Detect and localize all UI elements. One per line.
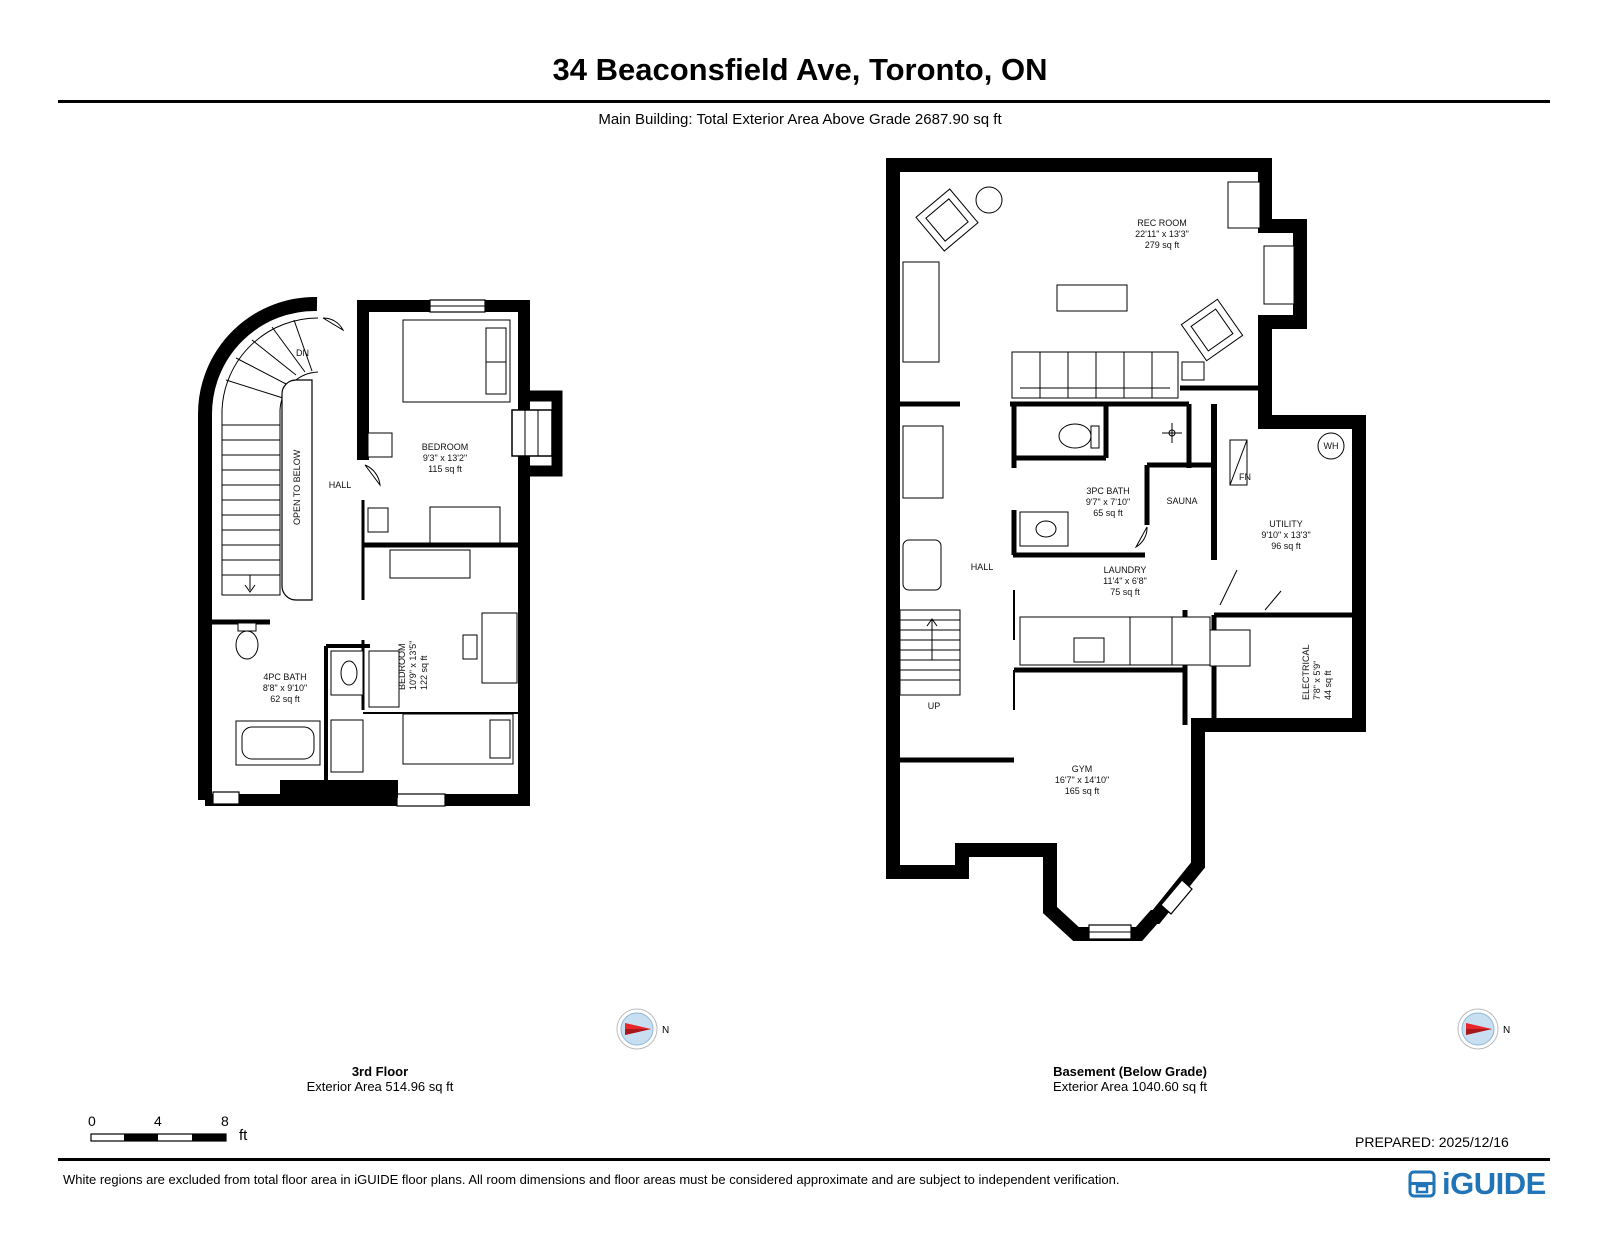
coffee-table — [1057, 285, 1127, 311]
bedroom-2-name: BEDROOM — [397, 643, 407, 690]
bath-area: 62 sq ft — [270, 694, 300, 704]
utility-area: 96 sq ft — [1271, 541, 1301, 551]
stairs — [900, 610, 960, 695]
dryer — [1172, 617, 1210, 665]
bath-name: 4PC BATH — [263, 672, 307, 682]
scale-unit: ft — [239, 1127, 248, 1144]
floor-name: Basement (Below Grade) — [1053, 1064, 1207, 1079]
desk — [482, 613, 517, 683]
bath-dims: 8'8" x 9'10" — [262, 683, 308, 693]
iguide-logo-icon — [1408, 1170, 1436, 1198]
laundry-area: 75 sq ft — [1110, 587, 1140, 597]
compass-icon — [1457, 1006, 1517, 1052]
bedroom-name: BEDROOM — [421, 442, 469, 452]
panel — [1210, 630, 1250, 666]
disclaimer-text: White regions are excluded from total floor area in iGUIDE floor plans. All room dimensions and floor areas must be considered approximate and are subject to independent verification. — [63, 1172, 1120, 1187]
armchair — [916, 189, 978, 251]
water-heater-label: WH — [1323, 441, 1339, 451]
scale-tick-4: 4 — [154, 1113, 162, 1129]
round-table — [976, 187, 1002, 213]
floor-area: Exterior Area 514.96 sq ft — [306, 1079, 454, 1094]
open-to-below-label: OPEN TO BELOW — [292, 449, 302, 525]
window — [213, 792, 239, 804]
3pc-bath-dims: 9'7" x 7'10" — [1085, 497, 1131, 507]
north-label: N — [662, 1025, 670, 1036]
rec-room-area: 279 sq ft — [1144, 240, 1180, 250]
gym-name: GYM — [1071, 764, 1093, 774]
scale-tick-0: 0 — [88, 1113, 96, 1129]
furnace-label: FN — [1239, 472, 1251, 482]
wall-block — [280, 780, 398, 798]
floor-area: Exterior Area 1040.60 sq ft — [1053, 1079, 1207, 1094]
iguide-logo — [1408, 1164, 1546, 1204]
dresser — [390, 550, 470, 578]
compass-icon — [616, 1006, 676, 1052]
sink — [1036, 521, 1056, 537]
electrical-name: ELECTRICAL — [1301, 644, 1311, 700]
closet — [369, 651, 399, 707]
laundry-dims: 11'4" x 6'8" — [1103, 576, 1147, 586]
chair — [463, 635, 477, 659]
dresser — [430, 507, 500, 543]
side-table — [368, 508, 388, 532]
bedroom-2-dims: 10'9" x 13'5" — [408, 640, 418, 690]
hall-label: HALL — [970, 562, 994, 572]
floor-name: 3rd Floor — [351, 1064, 409, 1079]
armchair — [1181, 299, 1242, 360]
bedroom-area: 115 sq ft — [428, 464, 462, 474]
cabinet — [1264, 246, 1294, 304]
cabinet — [903, 426, 943, 498]
shower-head — [1162, 423, 1182, 443]
door-swing — [1136, 527, 1147, 547]
stair-direction-label: UP — [927, 701, 941, 711]
nightstand — [368, 433, 392, 457]
door-swing — [1265, 591, 1281, 610]
bed — [403, 320, 510, 402]
side-table — [1182, 362, 1204, 380]
laundry-name: LAUNDRY — [1103, 565, 1147, 575]
hall-label: HALL — [328, 480, 352, 490]
bay-window — [512, 410, 552, 456]
rec-room-name: REC ROOM — [1137, 218, 1187, 228]
toilet — [236, 631, 258, 659]
3pc-bath-area: 65 sq ft — [1093, 508, 1123, 518]
electrical-dims: 7'8" x 5'9" — [1312, 660, 1322, 700]
prepared-date: PREPARED: 2025/12/16 — [1355, 1134, 1509, 1150]
sauna-label: SAUNA — [1166, 496, 1198, 506]
closet — [331, 720, 363, 772]
scale-bar-graphic — [90, 1133, 230, 1143]
third-floor-plan — [205, 300, 557, 806]
stair-direction-label: DN — [296, 348, 309, 358]
toilet — [1059, 424, 1091, 448]
sofa — [1012, 352, 1178, 398]
north-label: N — [1503, 1025, 1511, 1036]
bedroom-2-area: 122 sq ft — [419, 655, 429, 690]
footer-divider — [58, 1158, 1550, 1161]
brand-name: iGUIDE — [1442, 1166, 1546, 1201]
electrical-area: 44 sq ft — [1323, 670, 1333, 700]
media-unit — [903, 262, 939, 362]
window — [397, 794, 445, 806]
bed — [403, 714, 513, 764]
page-subtitle: Main Building: Total Exterior Area Above Grade 2687.90 sq ft — [598, 111, 1002, 128]
basement-caption — [1010, 1064, 1250, 1094]
utility-name: UTILITY — [1269, 519, 1303, 529]
basement-plan — [893, 165, 1359, 939]
door-swing — [365, 465, 380, 485]
third-floor-caption — [280, 1064, 480, 1094]
utility-dims: 9'10" x 13'3" — [1261, 530, 1311, 540]
door-swing — [1220, 570, 1237, 605]
gym-area: 165 sq ft — [1064, 786, 1100, 796]
gym-dims: 16'7" x 14'10" — [1054, 775, 1110, 785]
page-title: 34 Beaconsfield Ave, Toronto, ON — [552, 52, 1048, 87]
bedroom-dims: 9'3" x 13'2" — [422, 453, 468, 463]
3pc-bath-name: 3PC BATH — [1086, 486, 1130, 496]
sink — [341, 661, 357, 685]
cabinet — [1228, 182, 1260, 228]
scale-tick-8: 8 — [221, 1113, 229, 1129]
laundry-sink — [1074, 638, 1104, 662]
door-swing — [323, 318, 343, 330]
washer — [1130, 617, 1172, 665]
chair — [903, 540, 941, 590]
rec-room-dims: 22'11" x 13'3" — [1135, 229, 1189, 239]
